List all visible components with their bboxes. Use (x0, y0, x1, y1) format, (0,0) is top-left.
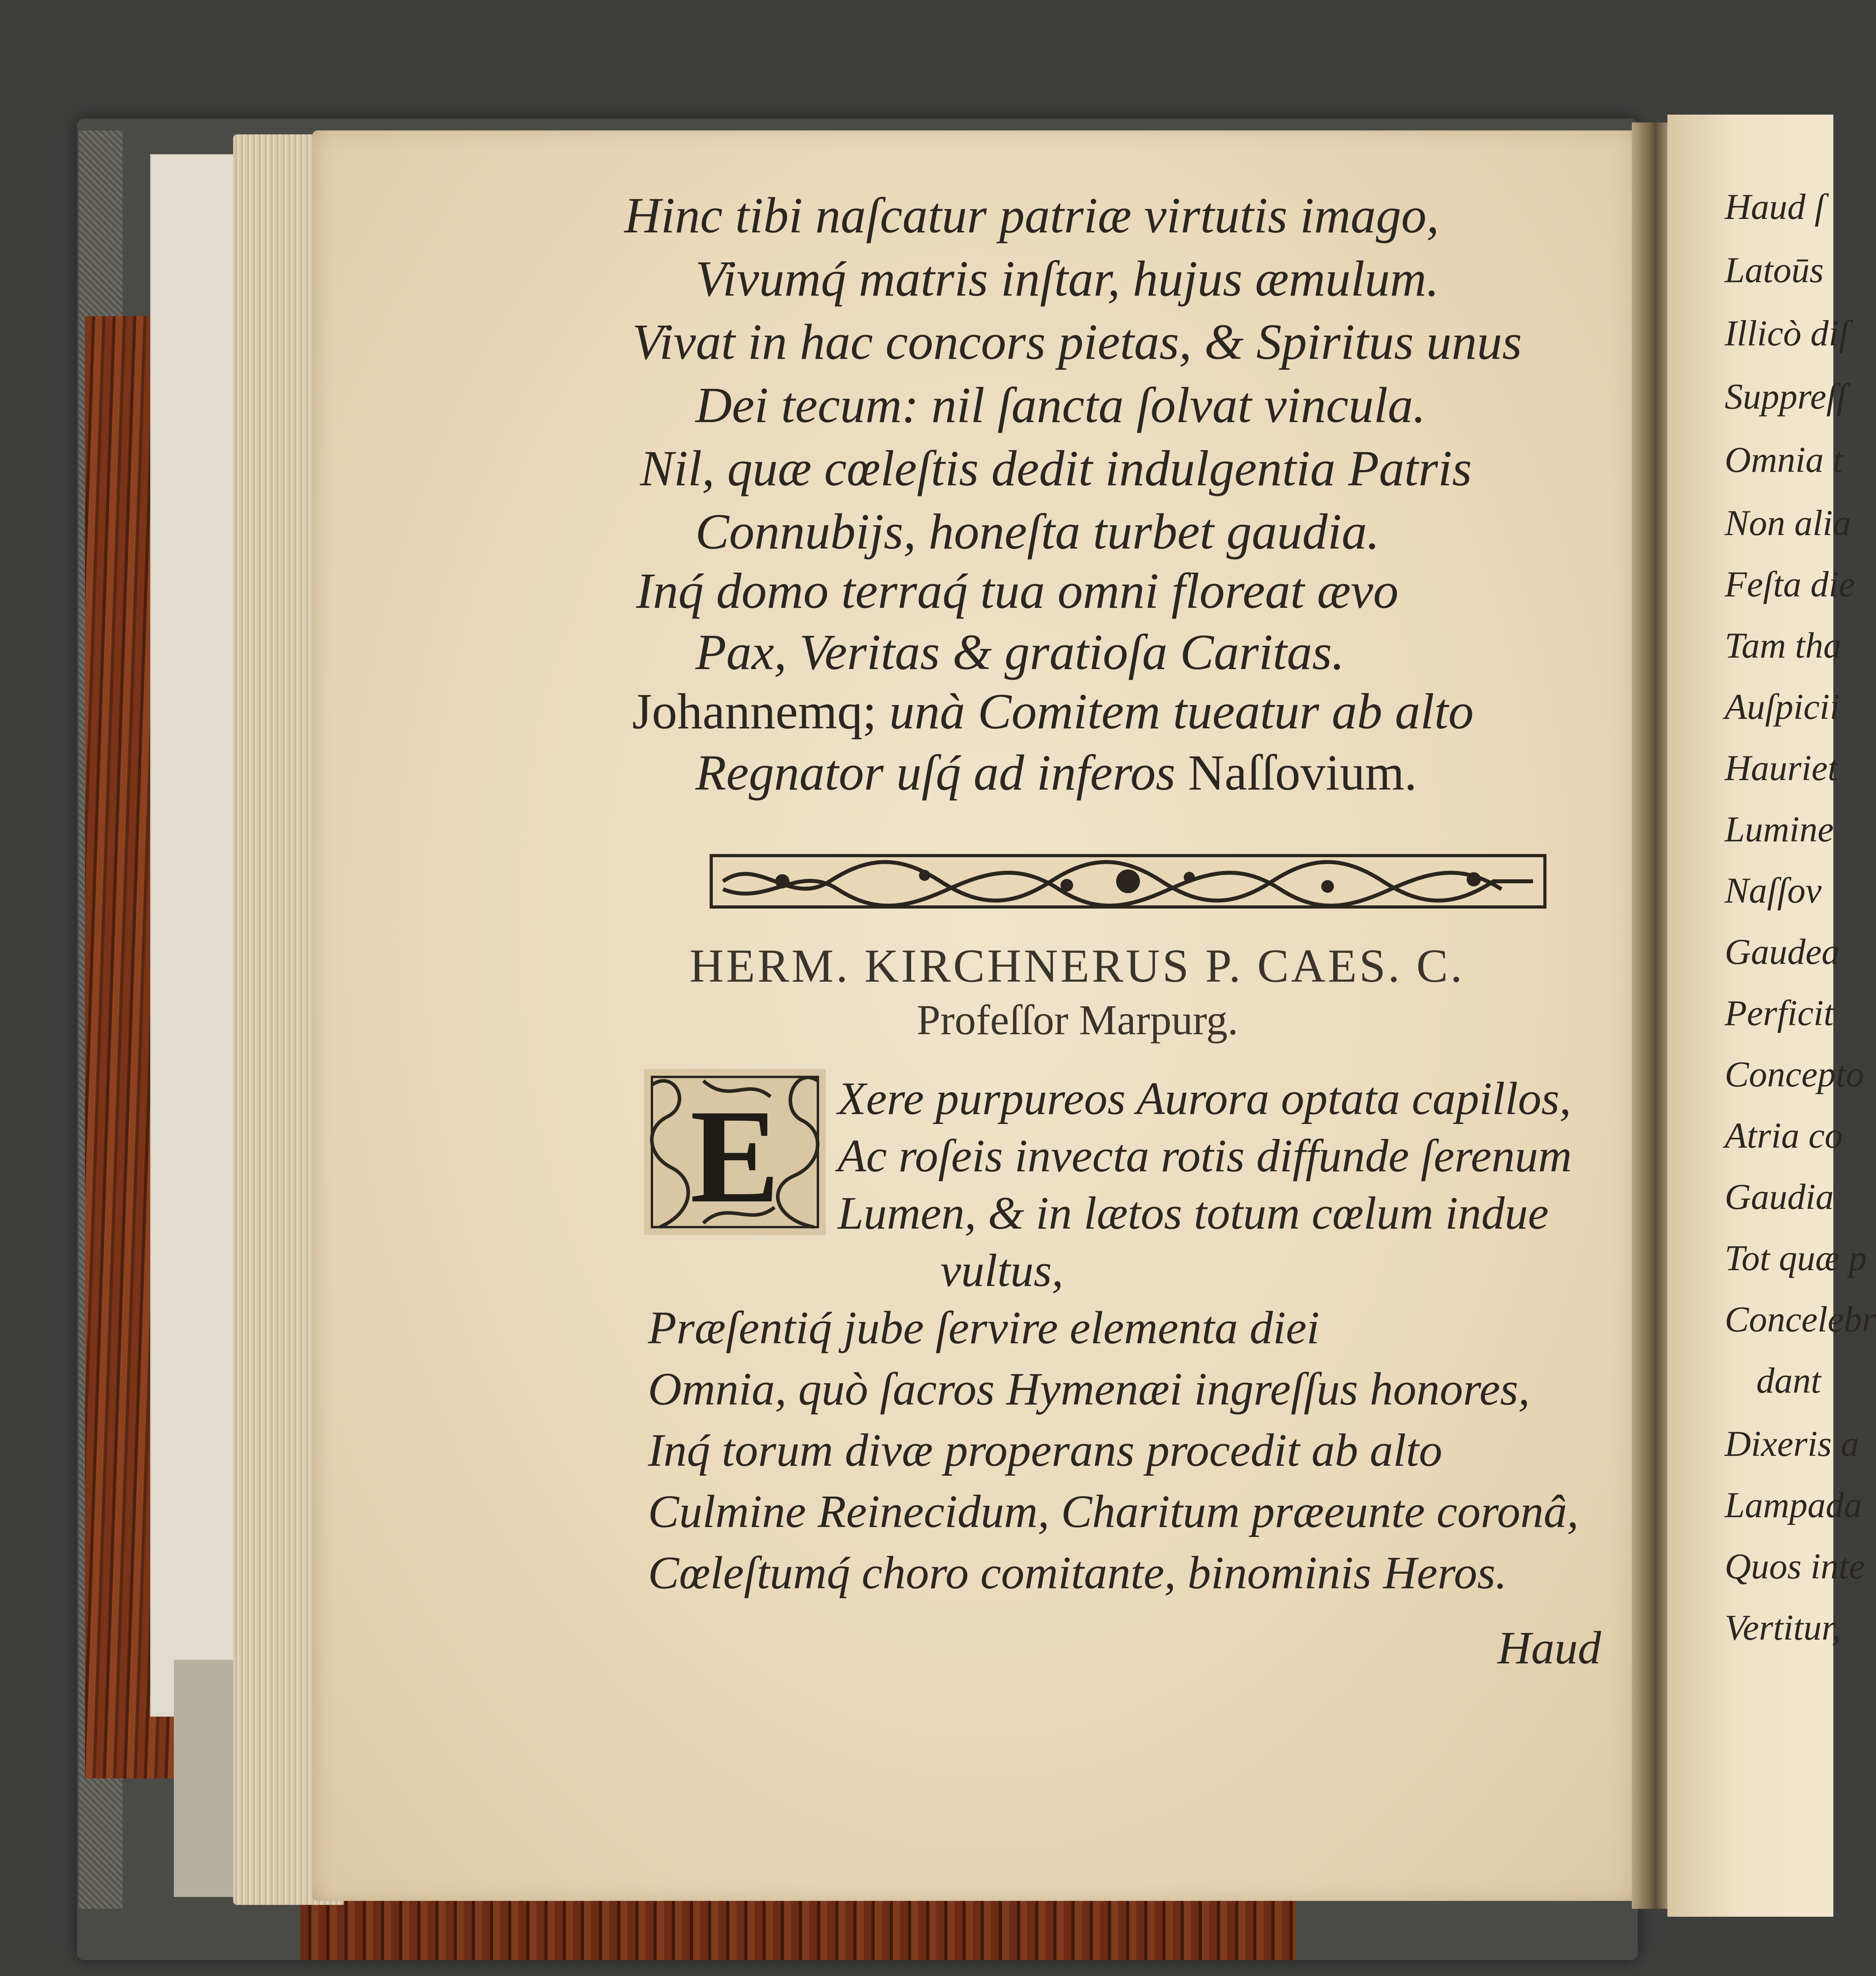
facing-line: Omnia t (1725, 439, 1843, 480)
poem-line-7: Inq́ domo terraq́ tua omni floreat ævo (636, 563, 1399, 619)
poem-line-8: Pax, Veritas & gratioſa Caritas. (695, 624, 1345, 680)
facing-line: Illicò diſ (1725, 313, 1849, 353)
poem-line-1: Hinc tibi naſcatur patriæ virtutis imago, (624, 187, 1439, 243)
author-heading: HERM. KIRCHNERUS P. CAES. C. (689, 939, 1465, 992)
facing-line: Atria co (1725, 1115, 1843, 1156)
facing-line: Concelebr (1725, 1299, 1876, 1339)
second-poem-line-7: Inq́ torum divæ properans procedit ab alto (648, 1424, 1443, 1476)
facing-line: Quos inte (1725, 1546, 1865, 1586)
second-poem-line-3: Lumen, & in lætos totum cœlum indue (838, 1187, 1549, 1239)
facing-line: Haud ſ (1725, 187, 1825, 227)
author-subheading: Profeſſor Marpurg. (917, 997, 1238, 1044)
poem-line-6: Connubijs, honeſta turbet gaudia. (695, 503, 1380, 560)
facing-line: Gaudea (1725, 931, 1840, 972)
facing-line: Dixeris a (1725, 1424, 1859, 1464)
poem-line-10-prefix: Regnator uſq́ ad inferos (695, 745, 1188, 801)
facing-line: Naſſov (1725, 870, 1822, 911)
second-poem-line-8: Culmine Reinecidum, Charitum præeunte coronâ, (648, 1486, 1579, 1537)
poem-line-9-rest: Comitem tueatur ab alto (978, 683, 1474, 739)
facing-line: Suppreſſ (1725, 376, 1847, 417)
second-poem-line-4: vultus, (940, 1244, 1064, 1296)
facing-line: Feſta die (1725, 564, 1855, 604)
facing-line: Vertitur, (1725, 1607, 1841, 1648)
second-poem-line-2: Ac roſeis invecta rotis diffunde ſerenum (838, 1130, 1572, 1182)
poem-line-10-nassovium: Naſſovium. (1188, 745, 1417, 801)
facing-line: Latoūs (1725, 250, 1824, 290)
catchword: Haud (1497, 1622, 1601, 1674)
facing-line: Perficit (1725, 993, 1834, 1033)
poem-line-9 (632, 682, 1474, 741)
facing-line: Hauriet (1725, 748, 1838, 788)
second-poem-line-6: Omnia, quò ſacros Hymenæi ingreſſus honores, (648, 1363, 1530, 1415)
poem-line-2: Vivumq́ matris inſtar, hujus æmulum. (695, 251, 1439, 307)
poem-line-3: Vivat in hac concors pietas, & Spiritus unus (632, 314, 1522, 370)
facing-line: Concepto (1725, 1054, 1864, 1094)
poem-line-10 (695, 743, 1417, 802)
drop-cap-letter: E (690, 1082, 780, 1231)
second-poem-line-9: Cœleſtumq́ choro comitante, binominis Heros. (648, 1547, 1507, 1599)
decorated-initial (644, 1069, 826, 1235)
facing-line: Non alia (1725, 503, 1851, 543)
facing-line: Lampada (1725, 1485, 1862, 1525)
facing-page-text (1725, 186, 1876, 1727)
facing-line: Tam tha (1725, 625, 1842, 666)
ornamental-headpiece (711, 852, 1545, 911)
facing-line: Gaudia (1725, 1177, 1834, 1217)
poem-line-5: Nil, quæ cœleſtis dedit indulgentia Patris (640, 440, 1472, 496)
facing-line: Auſpicii (1725, 686, 1840, 727)
poem-line-4: Dei tecum: nil ſancta ſolvat vincula. (695, 377, 1426, 433)
facing-line: dant (1756, 1360, 1821, 1401)
second-poem-line-5: Præſentiq́ jube ſervire elementa diei (648, 1302, 1320, 1354)
second-poem-line-1: Xere purpureos Aurora optata capillos, (838, 1073, 1571, 1124)
facing-line: Tot quæ p (1725, 1238, 1867, 1278)
poem-line-9-una: unà (889, 683, 978, 739)
facing-line: Lumine (1725, 809, 1834, 849)
poem-line-9-johannem: Johannemq; (632, 683, 889, 739)
